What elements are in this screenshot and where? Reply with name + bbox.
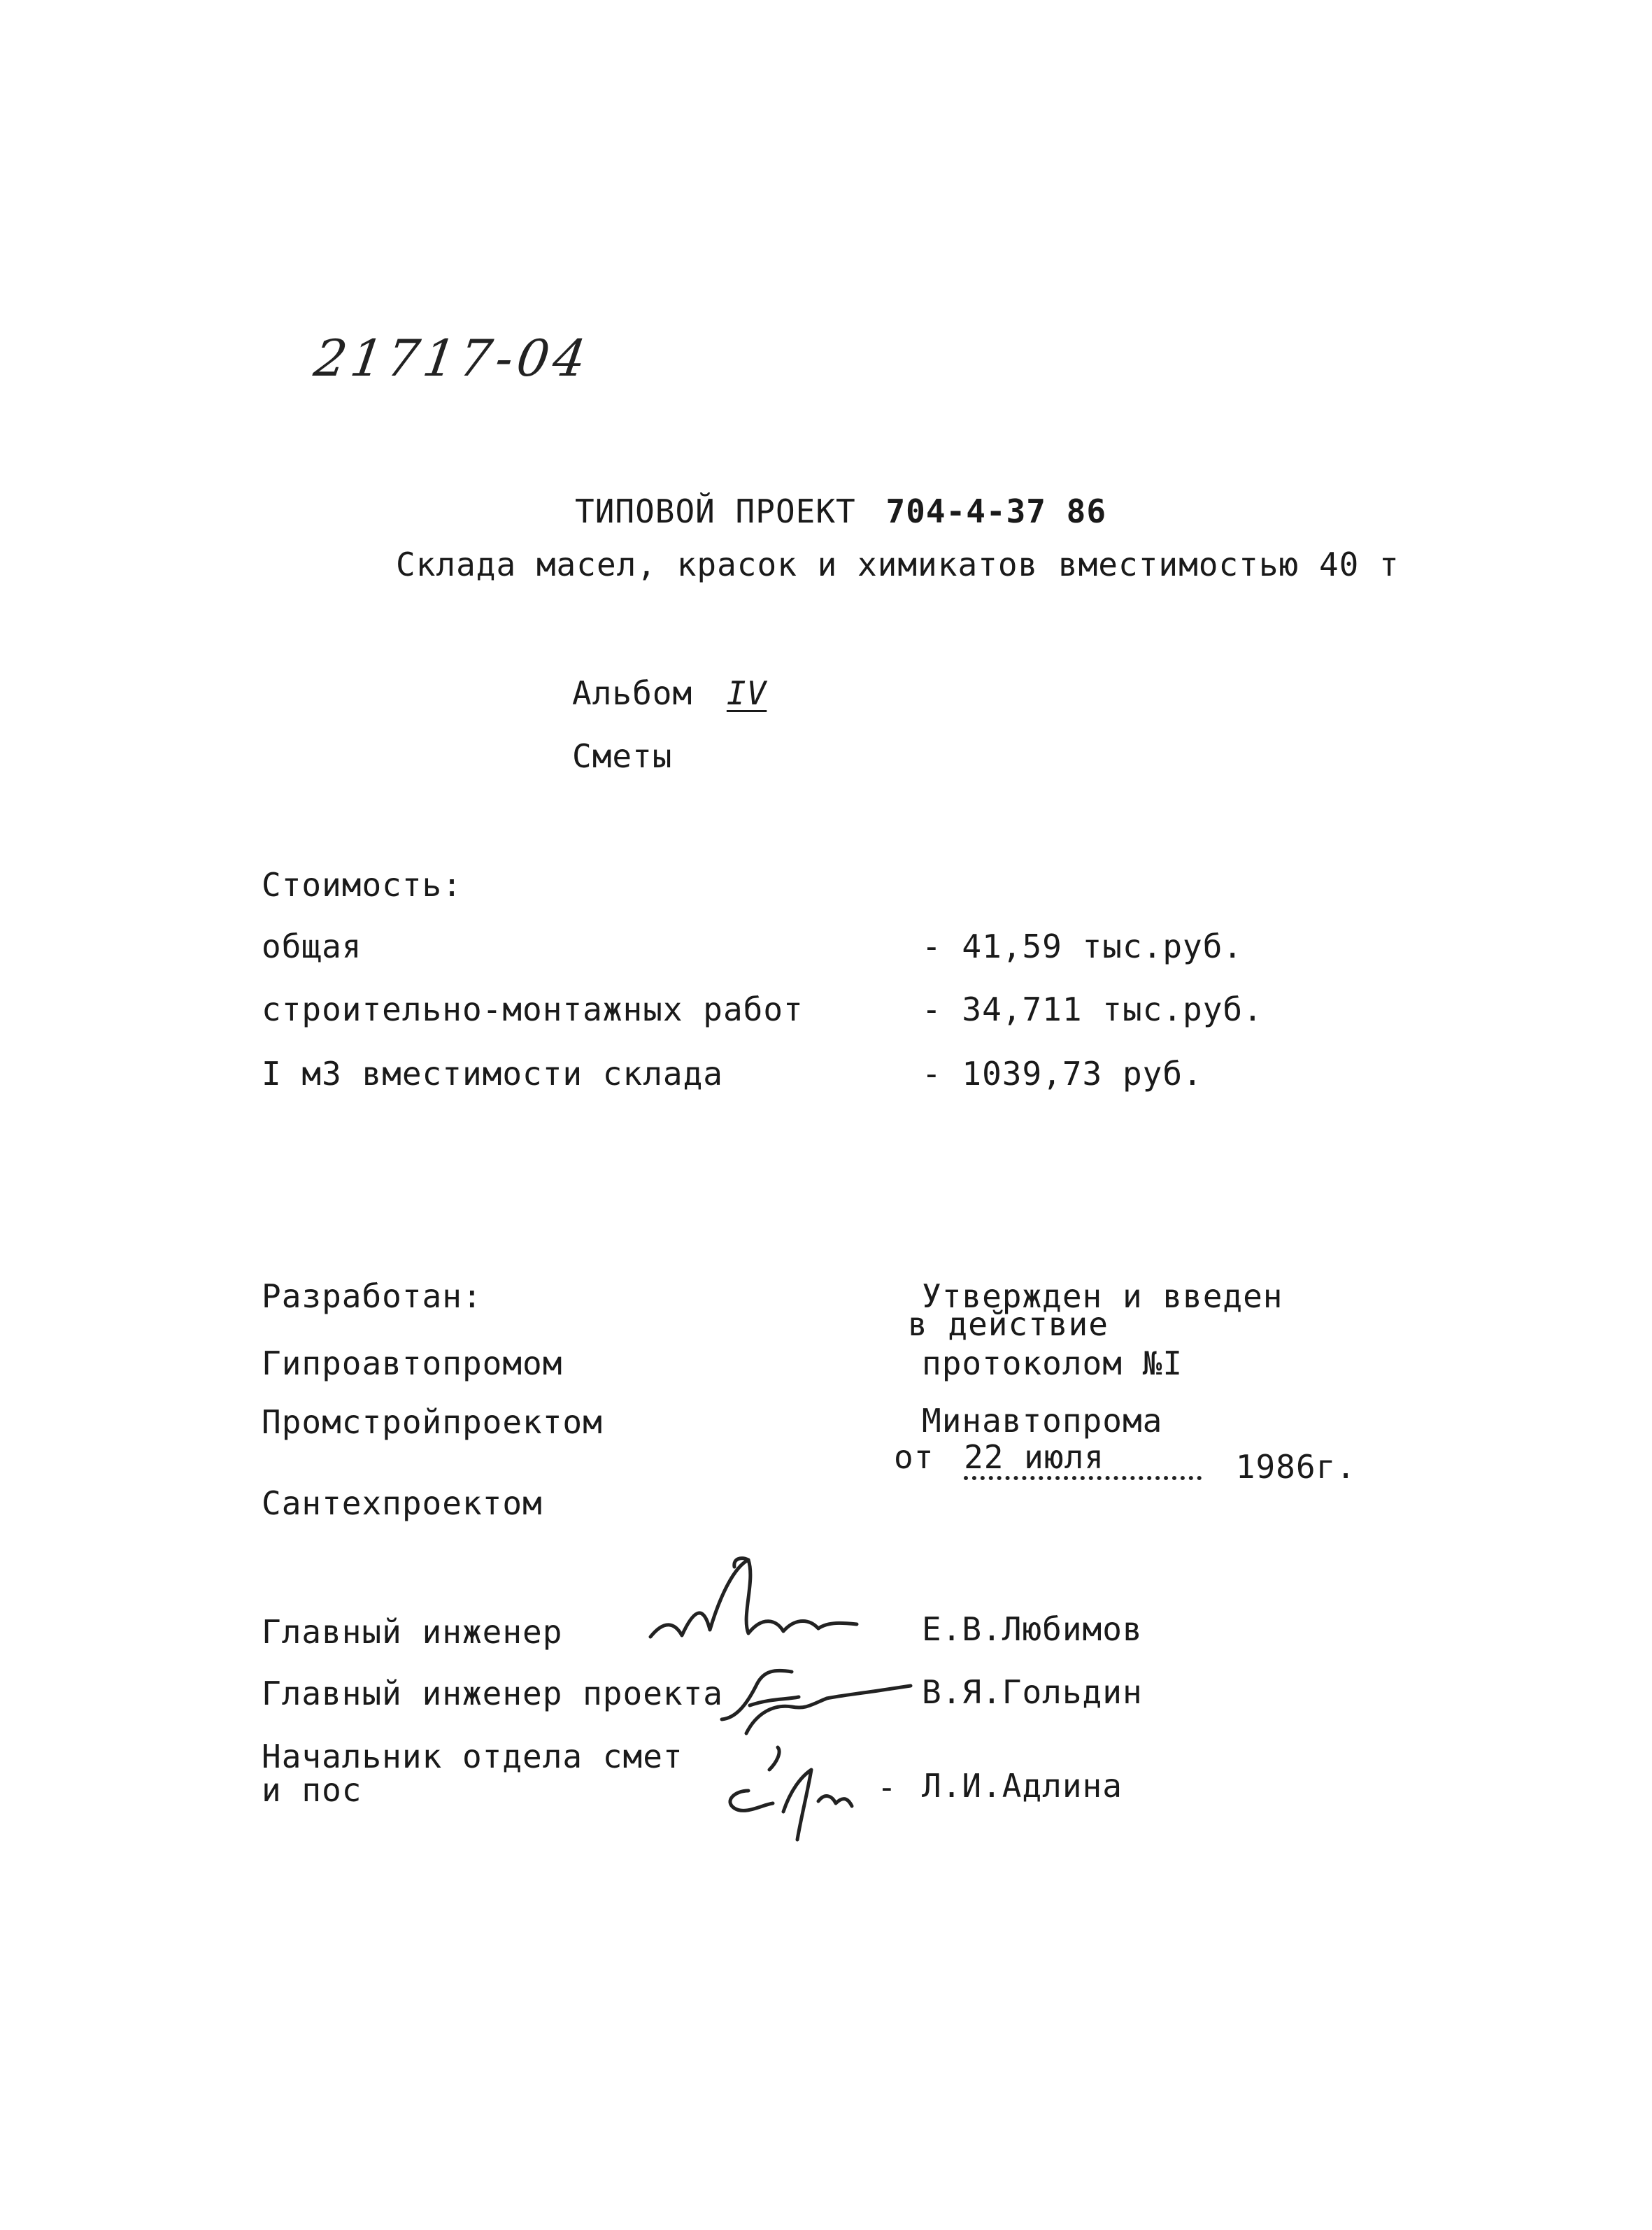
cost-row-value: - 41,59 тыс.руб.: [922, 928, 1244, 965]
signature-role: Главный инженер: [262, 1613, 563, 1651]
signature-name: Е.В.Любимов: [922, 1610, 1143, 1648]
album-section: Сметы: [572, 737, 673, 775]
developer-org: Промстройпроектом: [262, 1403, 603, 1441]
cost-row-value: - 34,711 тыс.руб.: [922, 990, 1263, 1028]
project-code: 704-4-37 86: [885, 492, 1107, 530]
developed-heading: Разработан:: [262, 1277, 483, 1315]
date-year: 1986г.: [1235, 1448, 1356, 1486]
album-line: [572, 674, 767, 712]
developer-org: Гипроавтопромом: [262, 1344, 563, 1382]
signature-name: В.Я.Гольдин: [922, 1673, 1143, 1711]
cost-row-label: строительно-монтажных работ: [262, 990, 804, 1028]
date-prefix: от: [894, 1438, 934, 1476]
signature-name: Л.И.Адлина: [922, 1767, 1123, 1805]
signature-chief-project-engineer: [708, 1663, 918, 1740]
album-label: Альбом: [572, 674, 693, 712]
approved-date: [894, 1438, 1356, 1486]
signature-role: Главный инженер проекта: [262, 1675, 723, 1712]
signature-role: и пос: [262, 1771, 362, 1809]
project-subtitle: Склада масел, красок и химикатов вместимостью 40 т: [396, 546, 1400, 583]
handwritten-number: 21717-04: [311, 329, 594, 388]
approved-line: Утвержден и введен: [922, 1277, 1283, 1315]
project-label: ТИПОВОЙ ПРОЕКТ: [575, 492, 856, 530]
project-title: [575, 492, 1107, 530]
approved-ministry: Минавтопрома: [922, 1402, 1163, 1440]
cost-heading: Стоимость:: [262, 866, 462, 904]
approved-line: в действие: [908, 1305, 1109, 1343]
signature-dash: -: [877, 1768, 897, 1806]
cost-row-label: I м3 вместимости склада: [262, 1055, 723, 1093]
signature-role: Начальник отдела смет: [262, 1738, 683, 1775]
approved-protocol: протоколом №I: [922, 1344, 1183, 1382]
album-number: IV: [726, 674, 767, 712]
date-fill: 22 июля: [964, 1441, 1202, 1480]
developer-org: Сантехпроектом: [262, 1484, 543, 1522]
cost-row-label: общая: [262, 928, 362, 965]
cost-row-value: - 1039,73 руб.: [922, 1055, 1203, 1093]
signature-estimates-head: [720, 1742, 902, 1854]
signature-chief-engineer: [643, 1553, 867, 1665]
